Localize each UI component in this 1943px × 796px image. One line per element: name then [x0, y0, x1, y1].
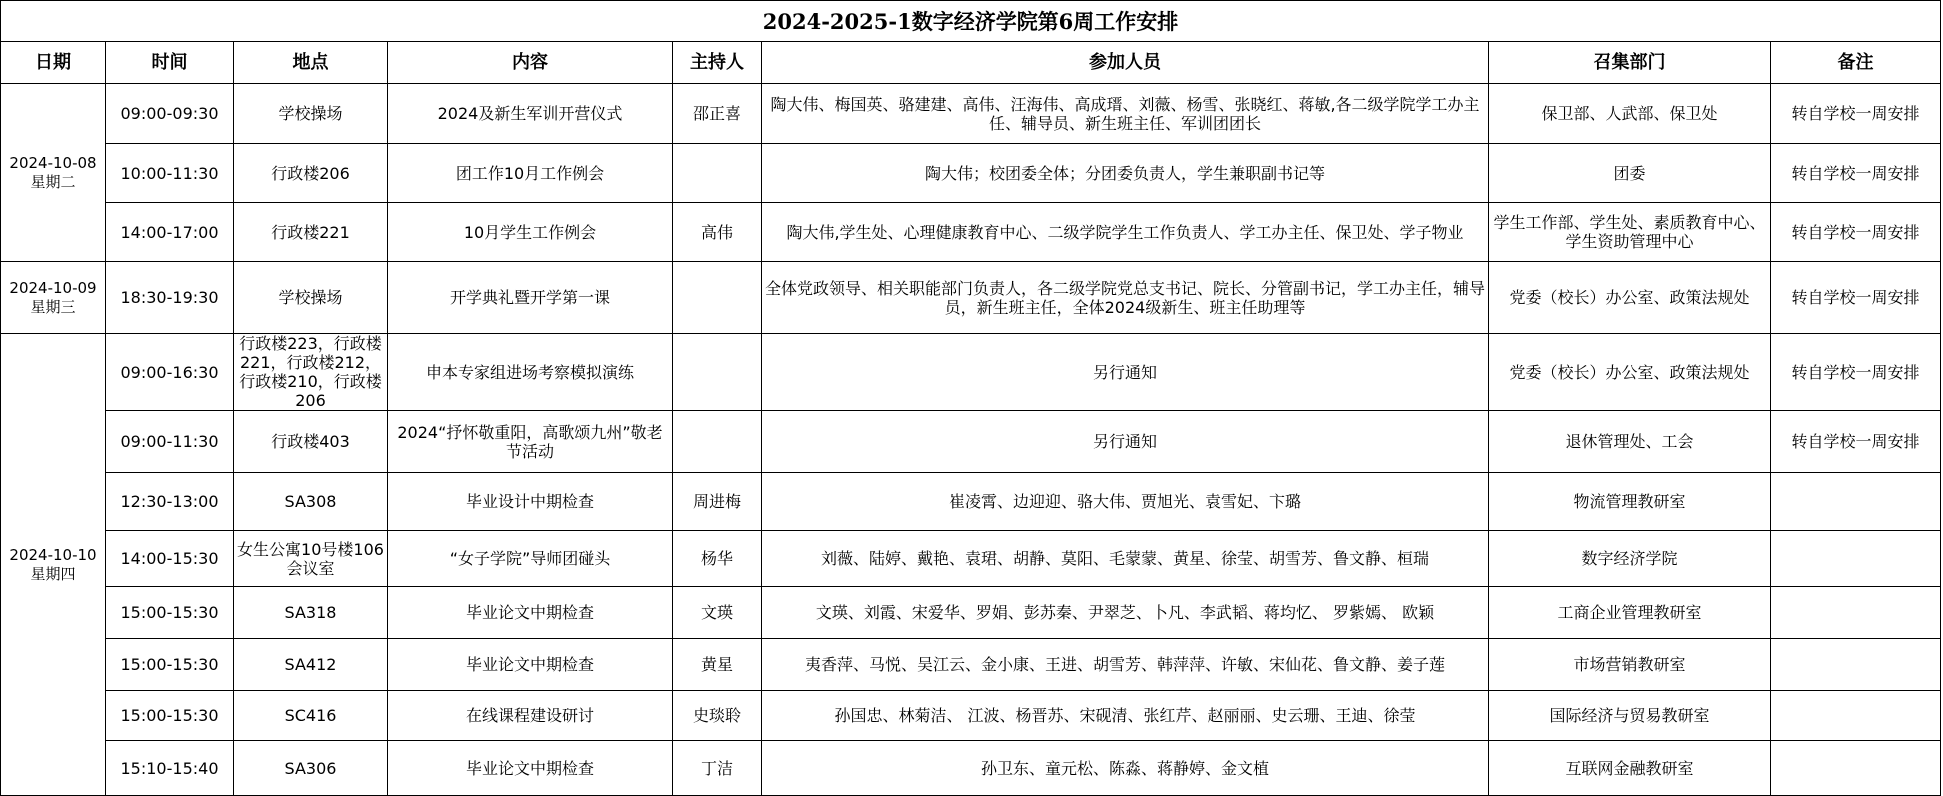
note-cell [1771, 741, 1941, 796]
content-cell: 毕业论文中期检查 [388, 741, 673, 796]
note-cell [1771, 473, 1941, 531]
place-cell: SA318 [234, 587, 388, 639]
time-cell: 09:00-11:30 [106, 411, 234, 473]
table-row [1, 144, 1941, 203]
host-cell: 史琰聆 [673, 691, 762, 741]
date-cell [1, 84, 106, 262]
host-cell: 杨华 [673, 531, 762, 587]
table-row [1, 741, 1941, 796]
note-cell [1771, 587, 1941, 639]
table-row [1, 334, 1941, 411]
table-row [1, 587, 1941, 639]
department-cell: 退休管理处、工会 [1489, 411, 1771, 473]
header-department: 召集部门 [1489, 42, 1771, 84]
participants-cell: 陶大伟、梅国英、骆建建、高伟、汪海伟、高成瑨、刘薇、杨雪、张晓红、蒋敏,各二级学院学工办主任、辅导员、新生班主任、军训团团长 [762, 84, 1489, 144]
weekday-value: 星期二 [30, 172, 76, 191]
place-cell: 行政楼206 [234, 144, 388, 203]
date-value: 2024-10-09 [9, 278, 97, 297]
content-cell: 申本专家组进场考察模拟演练 [388, 334, 673, 411]
department-cell: 国际经济与贸易教研室 [1489, 691, 1771, 741]
department-cell: 物流管理教研室 [1489, 473, 1771, 531]
content-cell: 10月学生工作例会 [388, 203, 673, 262]
time-cell: 15:10-15:40 [106, 741, 234, 796]
department-cell: 保卫部、人武部、保卫处 [1489, 84, 1771, 144]
department-cell: 数字经济学院 [1489, 531, 1771, 587]
time-cell: 18:30-19:30 [106, 262, 234, 334]
header-content: 内容 [388, 42, 673, 84]
content-cell: 2024及新生军训开营仪式 [388, 84, 673, 144]
content-cell: 2024“抒怀敬重阳，高歌颂九州”敬老节活动 [388, 411, 673, 473]
participants-cell: 孙国忠、林菊洁、 江波、杨晋苏、宋砚清、张红芹、赵丽丽、史云珊、王迪、徐莹 [762, 691, 1489, 741]
place-cell: 学校操场 [234, 84, 388, 144]
department-cell: 工商企业管理教研室 [1489, 587, 1771, 639]
table-row [1, 639, 1941, 691]
host-cell [673, 144, 762, 203]
table-row [1, 411, 1941, 473]
sheet-title: 2024-2025-1数字经济学院第6周工作安排 [1, 1, 1941, 42]
host-cell: 黄星 [673, 639, 762, 691]
participants-cell: 崔凌霄、边迎迎、骆大伟、贾旭光、袁雪妃、卞璐 [762, 473, 1489, 531]
time-cell: 14:00-17:00 [106, 203, 234, 262]
host-cell [673, 334, 762, 411]
participants-cell: 刘薇、陆婷、戴艳、袁珺、胡静、莫阳、毛蒙蒙、黄星、徐莹、胡雪芳、鲁文静、桓瑞 [762, 531, 1489, 587]
place-cell: 女生公寓10号楼106会议室 [234, 531, 388, 587]
participants-cell: 孙卫东、童元松、陈淼、蒋静婷、金文植 [762, 741, 1489, 796]
host-cell: 文瑛 [673, 587, 762, 639]
content-cell: 团工作10月工作例会 [388, 144, 673, 203]
participants-cell: 陶大伟；校团委全体；分团委负责人，学生兼职副书记等 [762, 144, 1489, 203]
header-participants: 参加人员 [762, 42, 1489, 84]
table-row [1, 473, 1941, 531]
note-cell: 转自学校一周安排 [1771, 203, 1941, 262]
table-row [1, 203, 1941, 262]
department-cell: 党委（校长）办公室、政策法规处 [1489, 262, 1771, 334]
participants-cell: 陶大伟,学生处、心理健康教育中心、二级学院学生工作负责人、学工办主任、保卫处、学子物业 [762, 203, 1489, 262]
time-cell: 09:00-09:30 [106, 84, 234, 144]
department-cell: 互联网金融教研室 [1489, 741, 1771, 796]
weekday-value: 星期四 [30, 564, 76, 583]
content-cell: 在线课程建设研讨 [388, 691, 673, 741]
host-cell [673, 262, 762, 334]
note-cell: 转自学校一周安排 [1771, 334, 1941, 411]
content-cell: “女子学院”导师团碰头 [388, 531, 673, 587]
table-row [1, 84, 1941, 144]
table-row [1, 262, 1941, 334]
host-cell: 丁洁 [673, 741, 762, 796]
place-cell: 行政楼221 [234, 203, 388, 262]
place-cell: SA306 [234, 741, 388, 796]
department-cell: 市场营销教研室 [1489, 639, 1771, 691]
time-cell: 12:30-13:00 [106, 473, 234, 531]
place-cell: 行政楼223，行政楼221，行政楼212，行政楼210，行政楼206 [234, 334, 388, 411]
content-cell: 毕业论文中期检查 [388, 587, 673, 639]
place-cell: 行政楼403 [234, 411, 388, 473]
note-cell: 转自学校一周安排 [1771, 84, 1941, 144]
note-cell: 转自学校一周安排 [1771, 144, 1941, 203]
department-cell: 党委（校长）办公室、政策法规处 [1489, 334, 1771, 411]
place-cell: 学校操场 [234, 262, 388, 334]
place-cell: SA412 [234, 639, 388, 691]
table-row [1, 691, 1941, 741]
content-cell: 开学典礼暨开学第一课 [388, 262, 673, 334]
date-cell [1, 334, 106, 796]
place-cell: SA308 [234, 473, 388, 531]
note-cell: 转自学校一周安排 [1771, 262, 1941, 334]
date-value: 2024-10-10 [9, 545, 97, 564]
time-cell: 15:00-15:30 [106, 639, 234, 691]
department-cell: 学生工作部、学生处、素质教育中心、学生资助管理中心 [1489, 203, 1771, 262]
weekday-value: 星期三 [30, 297, 76, 316]
note-cell: 转自学校一周安排 [1771, 411, 1941, 473]
host-cell: 周进梅 [673, 473, 762, 531]
date-cell [1, 262, 106, 334]
department-cell: 团委 [1489, 144, 1771, 203]
note-cell [1771, 639, 1941, 691]
header-date: 日期 [1, 42, 106, 84]
participants-cell: 另行通知 [762, 334, 1489, 411]
header-host: 主持人 [673, 42, 762, 84]
table-row [1, 531, 1941, 587]
host-cell: 邵正喜 [673, 84, 762, 144]
participants-cell: 夷香萍、马悦、吴江云、金小康、王进、胡雪芳、韩萍萍、许敏、宋仙花、鲁文静、姜子莲 [762, 639, 1489, 691]
time-cell: 09:00-16:30 [106, 334, 234, 411]
time-cell: 10:00-11:30 [106, 144, 234, 203]
content-cell: 毕业论文中期检查 [388, 639, 673, 691]
header-place: 地点 [234, 42, 388, 84]
header-row [1, 42, 1941, 84]
time-cell: 15:00-15:30 [106, 587, 234, 639]
participants-cell: 文瑛、刘霞、宋爱华、罗娟、彭苏秦、尹翠芝、卜凡、李武韬、蒋均忆、 罗紫嫣、 欧颖 [762, 587, 1489, 639]
date-value: 2024-10-08 [9, 153, 97, 172]
host-cell: 高伟 [673, 203, 762, 262]
place-cell: SC416 [234, 691, 388, 741]
time-cell: 15:00-15:30 [106, 691, 234, 741]
host-cell [673, 411, 762, 473]
header-note: 备注 [1771, 42, 1941, 84]
note-cell [1771, 691, 1941, 741]
note-cell [1771, 531, 1941, 587]
time-cell: 14:00-15:30 [106, 531, 234, 587]
content-cell: 毕业设计中期检查 [388, 473, 673, 531]
header-time: 时间 [106, 42, 234, 84]
participants-cell: 全体党政领导、相关职能部门负责人，各二级学院党总支书记、院长、分管副书记，学工办主任，辅导员，新生班主任，全体2024级新生、班主任助理等 [762, 262, 1489, 334]
participants-cell: 另行通知 [762, 411, 1489, 473]
